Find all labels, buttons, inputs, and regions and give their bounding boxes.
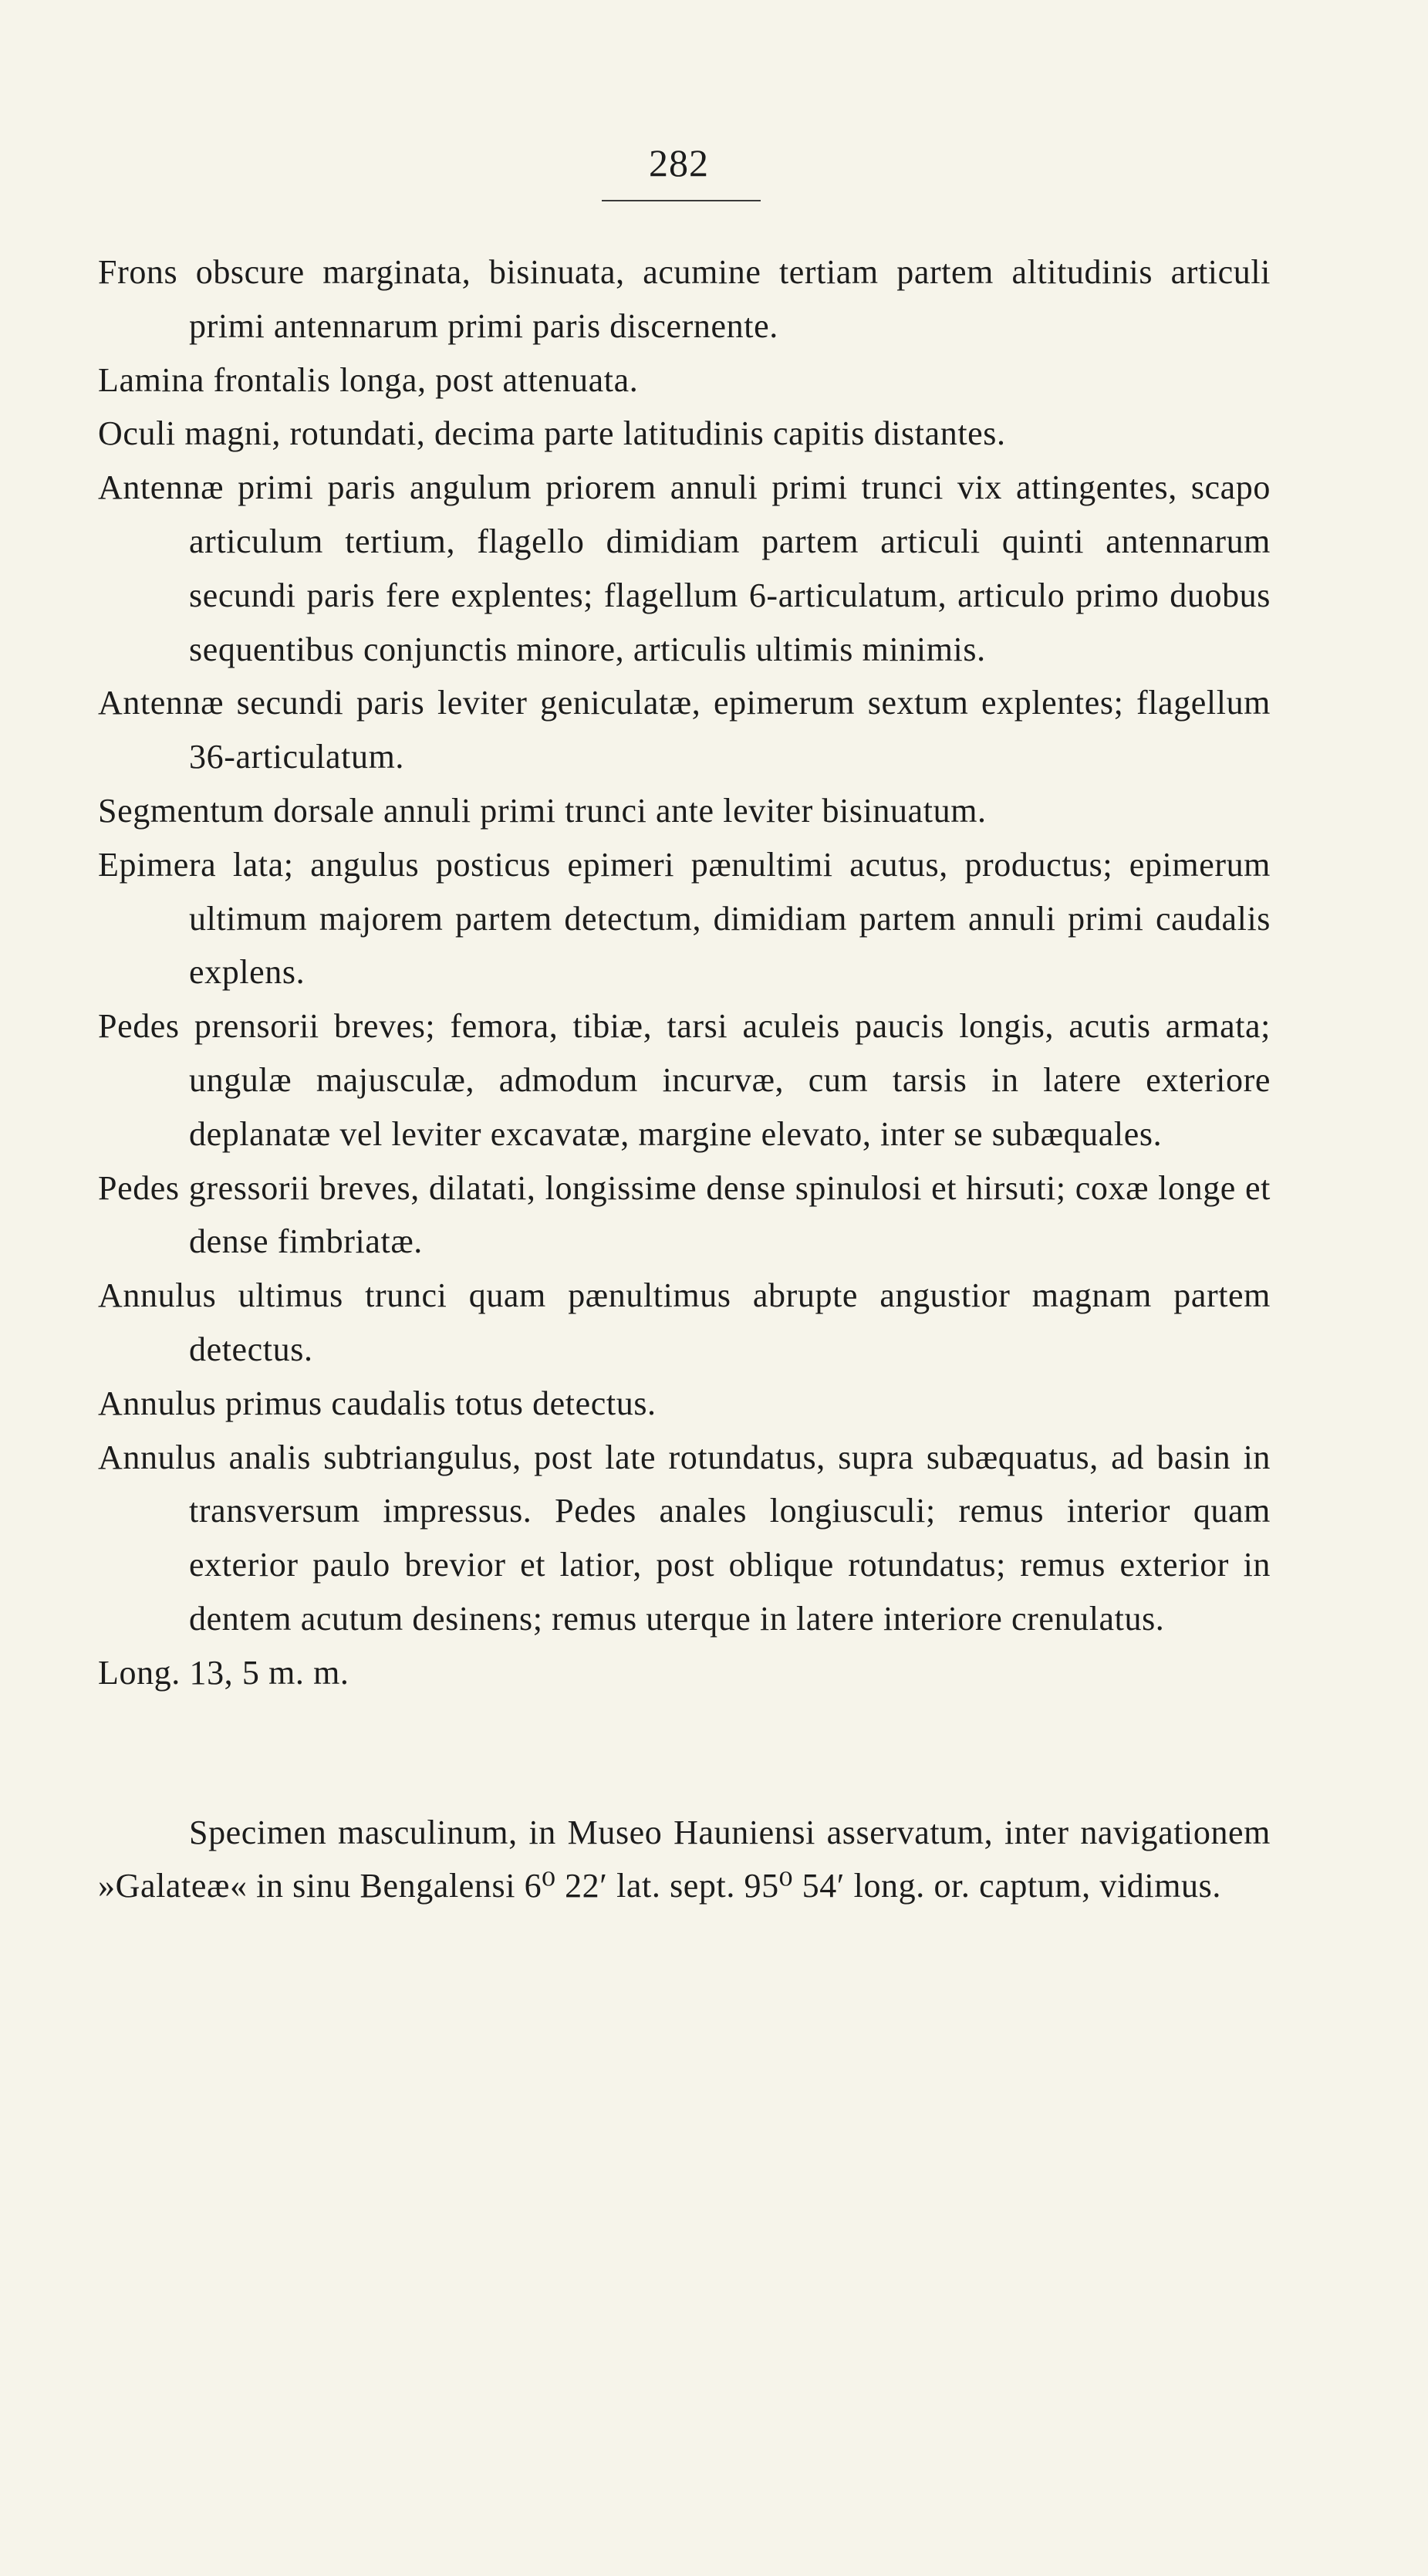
entry-longitudo: Long. 13, 5 m. m. [98, 1653, 349, 1692]
paragraph-gap [98, 1700, 1271, 1806]
page-number: 282 [649, 141, 709, 184]
page-number-rule [602, 200, 761, 201]
specimen-paragraph: Specimen masculinum, in Museo Hauniensi asservatum, inter navigationem »Galateæ« in sinu Bengalensi 6⁰ 22′ lat. sept. 95⁰ 54′ long. or. captum, vidimus. [98, 1813, 1271, 1905]
entry-frons: Frons obscure marginata, bisinuata, acumine tertiam partem altitudinis articuli primi antennarum primi paris discernente. [98, 253, 1271, 345]
entry-pedes-prensorii: Pedes prensorii breves; femora, tibiæ, tarsi aculeis paucis longis, acutis armata; ungulæ majusculæ, admodum incurvæ, cum tarsis in latere exteriore deplanatæ vel leviter excavatæ, margine elevato, inter se subæquales. [98, 1007, 1271, 1153]
entry-annulus-ultimus: Annulus ultimus trunci quam pænultimus abrupte angustior magnam partem detectus. [98, 1276, 1271, 1368]
entry-oculi: Oculi magni, rotundati, decima parte latitudinis capitis distantes. [98, 414, 1006, 453]
entry-pedes-gressorii: Pedes gressorii breves, dilatati, longissime dense spinulosi et hirsuti; coxæ longe et dense fimbriatæ. [98, 1168, 1271, 1261]
entry-antennae-primi-paris: Antennæ primi paris angulum priorem annuli primi trunci vix attingentes, scapo articulum tertium, flagello dimidiam partem articuli quinti antennarum secundi paris fere explentes; flagellum 6-articulatum, articulo primo duobus sequentibus conjunctis minore, articulis ultimis minimis. [98, 468, 1271, 668]
entry-epimera: Epimera lata; angulus posticus epimeri pænultimi acutus, productus; epimerum ultimum majorem partem detectum, dimidiam partem annuli primi caudalis explens. [98, 845, 1271, 992]
entry-lamina-frontalis: Lamina frontalis longa, post attenuata. [98, 360, 639, 399]
entry-segmentum-dorsale: Segmentum dorsale annuli primi trunci ante leviter bisinuatum. [98, 791, 987, 830]
entry-annulus-analis: Annulus analis subtriangulus, post late rotundatus, supra subæquatus, ad basin in transversum impressus. Pedes anales longiusculi; remus interior quam exterior paulo brevior et latior, post oblique rotundatus; remus exterior in dentem acutum desinens; remus uterque in latere interiore crenulatus. [98, 1438, 1271, 1638]
description-text [98, 245, 1271, 1913]
entry-antennae-secundi-paris: Antennæ secundi paris leviter geniculatæ, epimerum sextum explentes; flagellum 36-articulatum. [98, 684, 1271, 776]
entry-annulus-primus-caudalis: Annulus primus caudalis totus detectus. [98, 1384, 657, 1422]
